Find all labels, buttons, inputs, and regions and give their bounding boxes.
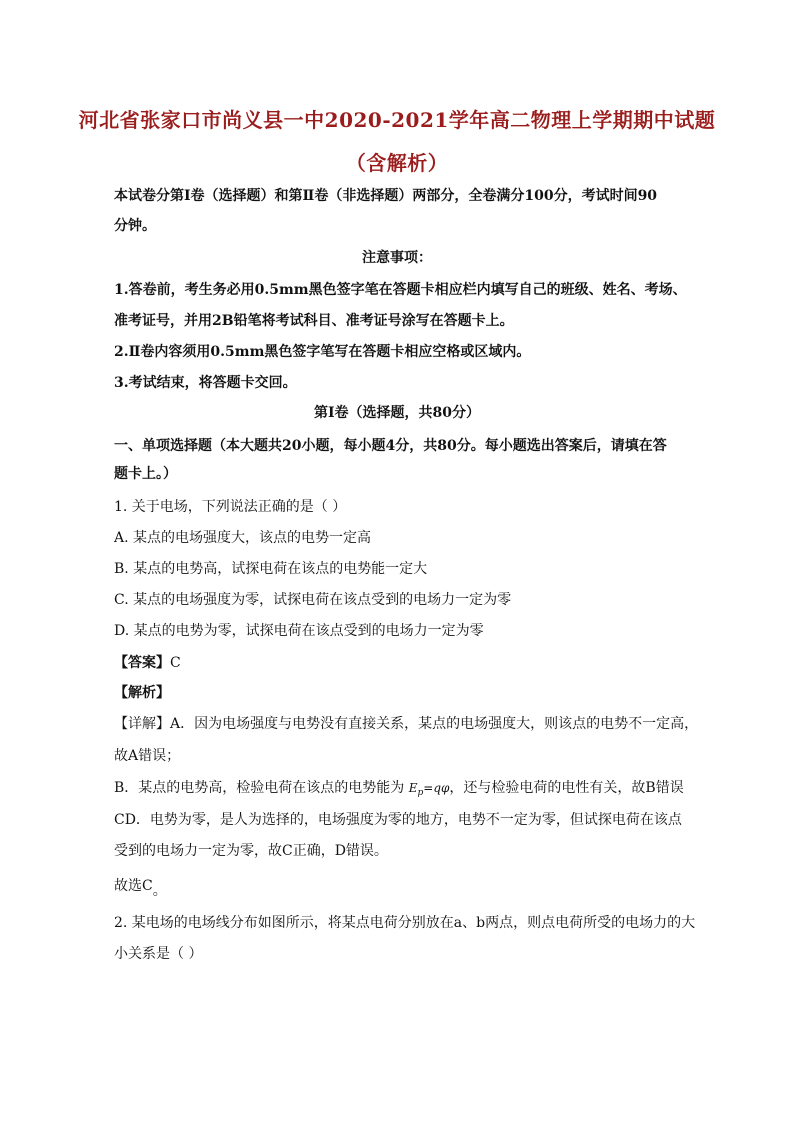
formula-rest: =qφ: [423, 781, 450, 795]
question-1-option-c: C. 某点的电场强度为零，试探电荷在该点受到的电场力一定为零: [114, 592, 512, 608]
conclusion-mark: 。: [152, 883, 167, 899]
section-heading: 一、单项选择题（本大题共20小题，每小题4分，共80分。每小题选出答案后，请填在答: [114, 438, 667, 454]
formula-subscript: p: [417, 788, 424, 798]
notice-item-1-cont: 准考证号，并用2B铅笔将考试科目、准考证号涂写在答题卡上。: [114, 313, 514, 329]
potential-energy-formula: [408, 781, 450, 798]
question-1-option-b: B. 某点的电势高，试探电荷在该点的电势能一定大: [114, 561, 428, 577]
detail-a-cont: 故A错误；: [114, 748, 181, 764]
notice-item-2: 2.Ⅱ卷内容须用0.5mm黑色签字笔写在答题卡相应空格或区域内。: [114, 344, 531, 360]
conclusion: [114, 876, 167, 899]
document-title-subtitle: （含解析）: [345, 151, 449, 175]
notice-item-1: 1.答卷前，考生务必用0.5mm黑色签字笔在答题卡相应栏内填写自己的班级、姓名、考场、: [114, 282, 687, 298]
question-1-option-a: A. 某点的电场强度大，该点的电势一定高: [114, 530, 372, 546]
detail-cd: CD．电势为零，是人为选择的，电场强度为零的地方，电势不一定为零，但试探电荷在该点: [114, 812, 682, 828]
conclusion-text: 故选C: [114, 878, 153, 894]
question-1-stem: 1. 关于电场，下列说法正确的是（ ）: [114, 499, 347, 515]
intro-text-cont: 分钟。: [114, 218, 156, 234]
document-title: 河北省张家口市尚义县一中2020-2021学年高二物理上学期期中试题: [78, 108, 716, 132]
answer-line: [114, 653, 181, 673]
answer-label: 【答案】: [114, 655, 170, 671]
notice-heading: 注意事项：: [362, 250, 432, 266]
notice-item-3: 3.考试结束，将答题卡交回。: [114, 375, 297, 391]
answer-value: C: [170, 655, 181, 671]
detail-b-suffix: ，还与检验电荷的电性有关，故B错误: [449, 780, 684, 796]
question-1-option-d: D. 某点的电势为零，试探电荷在该点受到的电场力一定为零: [114, 623, 484, 639]
detail-b-text: B．某点的电势高，检验电荷在该点的电势能为: [114, 780, 409, 796]
question-2-stem: 2. 某电场的电场线分布如图所示，将某点电荷分别放在a、b两点，则点电荷所受的电场力的大: [114, 915, 696, 931]
question-2-stem-cont: 小关系是（ ）: [114, 946, 203, 962]
analysis-label: 【解析】: [114, 685, 170, 701]
formula-symbol: E: [408, 781, 418, 795]
part1-heading: 第Ⅰ卷（选择题，共80分）: [313, 405, 481, 421]
intro-text: 本试卷分第Ⅰ卷（选择题）和第Ⅱ卷（非选择题）两部分，全卷满分100分，考试时间90: [114, 188, 658, 204]
detail-b: [114, 778, 684, 803]
section-heading-cont: 题卡上。）: [114, 466, 177, 482]
detail-a: 【详解】A．因为电场强度与电势没有直接关系，某点的电场强度大，则该点的电势不一定高，: [114, 716, 699, 732]
detail-cd-cont: 受到的电场力一定为零，故C正确，D错误。: [114, 843, 388, 859]
